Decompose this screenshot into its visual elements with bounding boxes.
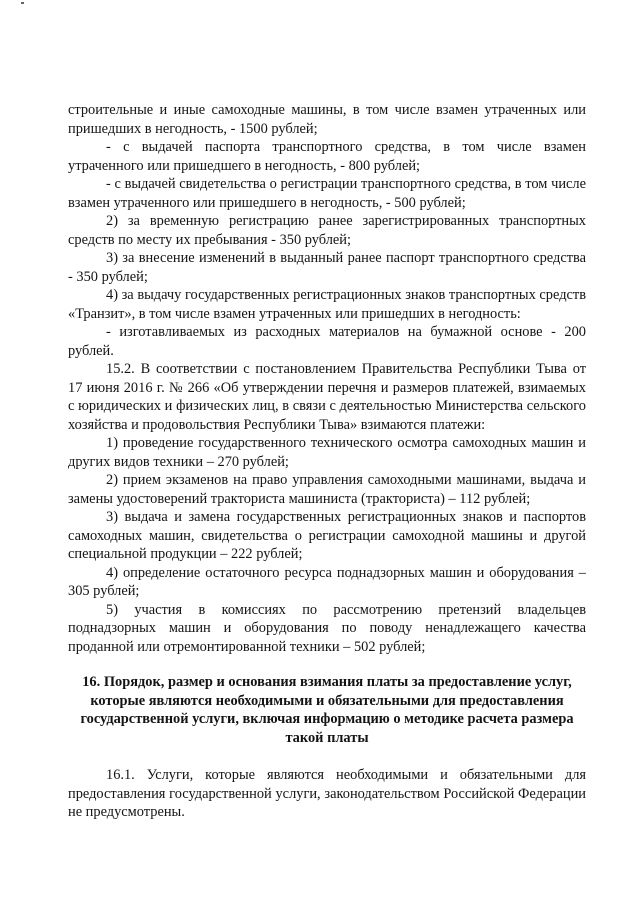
paragraph-registration-certificate: - с выдачей свидетельства о регистрации транспортного средства, в том числе взамен утраченного или пришедшего в негодность, - 500 рублей; <box>68 176 586 211</box>
document-body <box>68 101 586 822</box>
paragraph-passport-changes: 3) за внесение изменений в выданный ранее паспорт транспортного средства - 350 рублей; <box>68 250 586 285</box>
paragraph-construction-machines: строительные и иные самоходные машины, в том числе взамен утраченных или пришедших в негодность, - 1500 рублей; <box>68 102 586 137</box>
paragraph-claims-commission: 5) участия в комиссиях по рассмотрению претензий владельцев поднадзорных машин и оборудования по поводу ненадлежащего качества проданной или отремонтированной техники – 502 рублей; <box>68 601 586 655</box>
scan-mark <box>21 2 24 4</box>
section-16-heading: 16. Порядок, размер и основания взимания платы за предоставление услуг, которые являются необходимыми и обязательными для предоставления государственной услуги, включая информацию о методике расчета размера такой платы <box>80 674 574 746</box>
paragraph-plates-and-passports: 3) выдача и замена государственных регистрационных знаков и паспортов самоходных машин, свидетельства о регистрации самоходной машины и другой специальной продукции – 222 рублей; <box>68 509 586 562</box>
paragraph-driving-exams: 2) прием экзаменов на право управления самоходными машинами, выдача и замены удостоверений тракториста машиниста (тракториста) – 112 рублей; <box>68 472 586 507</box>
paragraph-technical-inspection: 1) проведение государственного технического осмотра самоходных машин и других видов техники – 270 рублей; <box>68 435 586 470</box>
paragraph-16-1: 16.1. Услуги, которые являются необходимыми и обязательными для предоставления государственной услуги, законодательством Российской Федерации не предусмотрены. <box>68 767 586 820</box>
paragraph-paper-based: - изготавливаемых из расходных материалов на бумажной основе - 200 рублей. <box>68 324 586 359</box>
paragraph-residual-resource: 4) определение остаточного ресурса поднадзорных машин и оборудования – 305 рублей; <box>68 564 586 599</box>
paragraph-transit-plates: 4) за выдачу государственных регистрационных знаков транспортных средств «Транзит», в том числе взамен утраченных или пришедших в негодность: <box>68 287 586 322</box>
paragraph-vehicle-passport: - с выдачей паспорта транспортного средства, в том числе взамен утраченного или пришедшего в негодность, - 800 рублей; <box>68 139 586 174</box>
paragraph-15-2: 15.2. В соответствии с постановлением Правительства Республики Тыва от 17 июня 2016 г. № 266 «Об утверждении перечня и размеров платежей, взимаемых с юридических и физических лиц, в связи с деятельностью Министерства сельского хозяйства и продовольствия Республики Тыва» взимаются платежи: <box>68 361 586 433</box>
paragraph-temporary-registration: 2) за временную регистрацию ранее зарегистрированных транспортных средств по месту их пребывания - 350 рублей; <box>68 213 586 248</box>
